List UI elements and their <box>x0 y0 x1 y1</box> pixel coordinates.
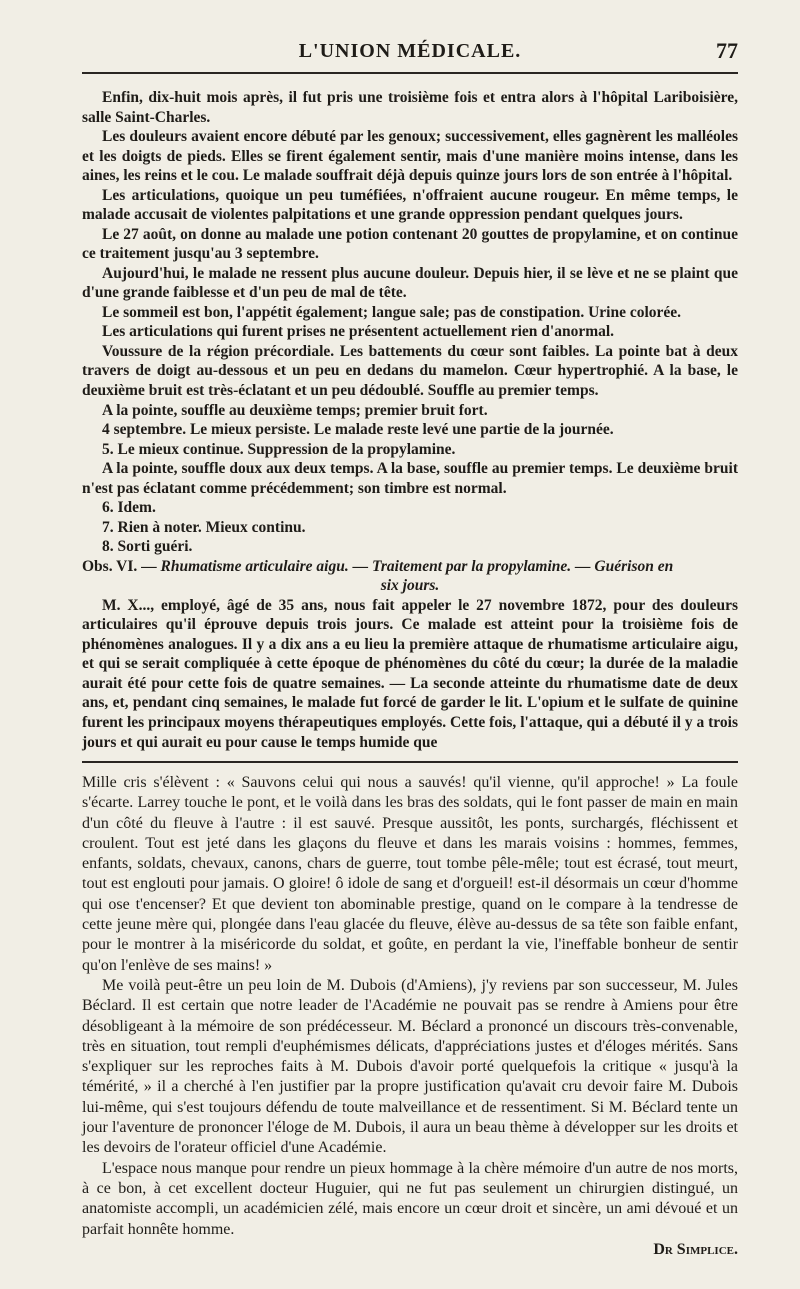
paragraph: L'espace nous manque pour rendre un pieux hommage à la chère mémoire d'un autre de nos morts, à ce bon, à cet excellent docteur Huguier, qui ne fut pas seulement un chirurgien distingué, un anatomiste accompli, un académicien zélé, mais encore un cœur droit et sincère, un ami dévoué et un parfait honnête homme. <box>82 1159 738 1238</box>
observation-heading: Rhumatisme articulaire aigu. — Traitement par la propylamine. — Guérison en <box>160 557 674 575</box>
paragraph: Enfin, dix-huit mois après, il fut pris une troisième fois et entra alors à l'hôpital Lariboisière, salle Saint-Charles. <box>82 89 738 126</box>
paragraph: A la pointe, souffle doux aux deux temps. A la base, souffle au premier temps. Le deuxième bruit n'est pas éclatant comme précédemment; son timbre est normal. <box>82 460 738 497</box>
lower-column <box>82 773 738 1260</box>
observation-label: Obs. VI. — <box>82 557 157 575</box>
upper-column <box>82 88 738 752</box>
journal-title: L'UNION MÉDICALE. <box>298 40 522 62</box>
paragraph: 4 septembre. Le mieux persiste. Le malade reste levé une partie de la journée. <box>102 421 614 439</box>
paragraph: Voussure de la région précordiale. Les battements du cœur sont faibles. La pointe bat à deux travers de doigt au-dessous et un peu en dedans du mamelon. Cœur hypertrophié. A la base, le deuxième bruit est très-éclatant et un peu dédoublé. Souffle au premier temps. <box>82 342 738 399</box>
paragraph: 5. Le mieux continue. Suppression de la propylamine. <box>102 440 456 458</box>
paragraph: A la pointe, souffle au deuxième temps; premier bruit fort. <box>102 401 488 419</box>
observation-title <box>82 557 738 577</box>
observation-paragraph: M. X..., employé, âgé de 35 ans, nous fait appeler le 27 novembre 1872, pour des douleurs articulaires qu'il éprouve depuis trois jours. Ce malade est atteint pour la troisième fois de phénomènes analogues. Il y a dix ans a eu lieu la première attaque de rhumatisme articulaire aigu, et qui se serait compliquée à cette époque de phénomènes du côté du cœur; la durée de la maladie aurait été pour cette fois de quatre semaines. — La seconde atteinte du rhumatisme date de deux ans, et, pendant cinq semaines, le malade fut forcé de garder le lit. L'opium et le sulfate de quinine furent les principaux moyens thérapeutiques employés. Cette fois, l'attaque, qui a débuté il y a trois jours et qui aurait eu pour cause le temps humide que <box>82 596 738 751</box>
observation-heading-continuation: six jours. <box>380 577 440 595</box>
paragraph: Me voilà peut-être un peu loin de M. Dubois (d'Amiens), j'y reviens par son successeur, M. Jules Béclard. Il est certain que notre leader de l'Académie ne pouvait pas se rendre à Amiens pour être désobligeant à la mémoire de son prédécesseur. M. Béclard a prononcé un discours très-convenable, très en situation, tout rempli d'euphémismes délicats, d'appréciations justes et d'éloges mérités. Sans s'expliquer sur les reproches faits à M. Dubois d'avoir porté quelquefois la critique « jusqu'à la témérité, » il a cherché à l'en justifier par la propre justification qu'avait cru devoir faire M. Dubois lui-même, qui s'est toujours défendu de toute malveillance et de ressentiment. Si M. Béclard tente un jour l'aventure de prononcer l'éloge de M. Dubois, il aura un beau thème à développer sur les droits et les devoirs de l'orateur officiel d'une Académie. <box>82 976 738 1157</box>
paragraph: Mille cris s'élèvent : « Sauvons celui qui nous a sauvés! qu'il vienne, qu'il approche! » La foule s'écarte. Larrey touche le pont, et le voilà dans les bras des soldats, qui le font passer de main en main d'un côté du fleuve à l'autre : il est sauvé. Presque aussitôt, les ponts, surchargés, fléchissent et croulent. Tout est jeté dans les glaçons du fleuve et dans les marais voisins : hommes, femmes, enfants, soldats, chevaux, canons, chars de guerre, tout tombe pêle-mêle; tout est écrasé, tout meurt, tout est englouti pour jamais. O gloire! ô idole de sang et d'orgueil! est-il désormais un cœur d'homme qui ose t'encenser? Et que devient ton abominable prestige, quand on le compare à la tendresse de cette jeune mère qui, plongée dans l'eau glacée du fleuve, élève au-dessus de sa tête son faible enfant, pour le montrer à la miséricorde du soldat, et goûte, en perdant la vie, l'ineffable bonheur de sentir qu'on l'enlève de ses mains! » <box>82 774 738 974</box>
list-item: 8. Sorti guéri. <box>102 538 193 556</box>
section-divider <box>82 761 738 763</box>
paragraph: Le sommeil est bon, l'appétit également; langue sale; pas de constipation. Urine colorée. <box>102 303 682 321</box>
paragraph: Les articulations, quoique un peu tuméfiées, n'offraient aucune rougeur. En même temps, le malade accusait de violentes palpitations et une grande oppression pendant quelques jours. <box>82 186 738 224</box>
signature: Dr Simplice. <box>653 1240 738 1258</box>
list-item: 7. Rien à noter. Mieux continu. <box>102 518 306 536</box>
list-item: 6. Idem. <box>102 499 156 517</box>
paragraph: Les douleurs avaient encore débuté par les genoux; successivement, elles gagnèrent les malléoles et les doigts de pieds. Elles se firent également sentir, mais d'une manière moins intense, dans les aines, les reins et le cou. Le malade souffrait déjà depuis quinze jours lors de son entrée à l'hôpital. <box>82 128 738 185</box>
header-rule <box>82 72 738 74</box>
paragraph: Les articulations qui furent prises ne présentent actuellement rien d'anormal. <box>102 323 615 341</box>
page-header <box>82 38 738 68</box>
paragraph: Aujourd'hui, le malade ne ressent plus aucune douleur. Depuis hier, il se lève et ne se plaint que d'une grande faiblesse et d'un peu de mal de tête. <box>82 264 738 302</box>
page-number: 77 <box>716 38 738 63</box>
paragraph: Le 27 août, on donne au malade une potion contenant 20 gouttes de propylamine, et on continue ce traitement jusqu'au 3 septembre. <box>82 225 738 263</box>
